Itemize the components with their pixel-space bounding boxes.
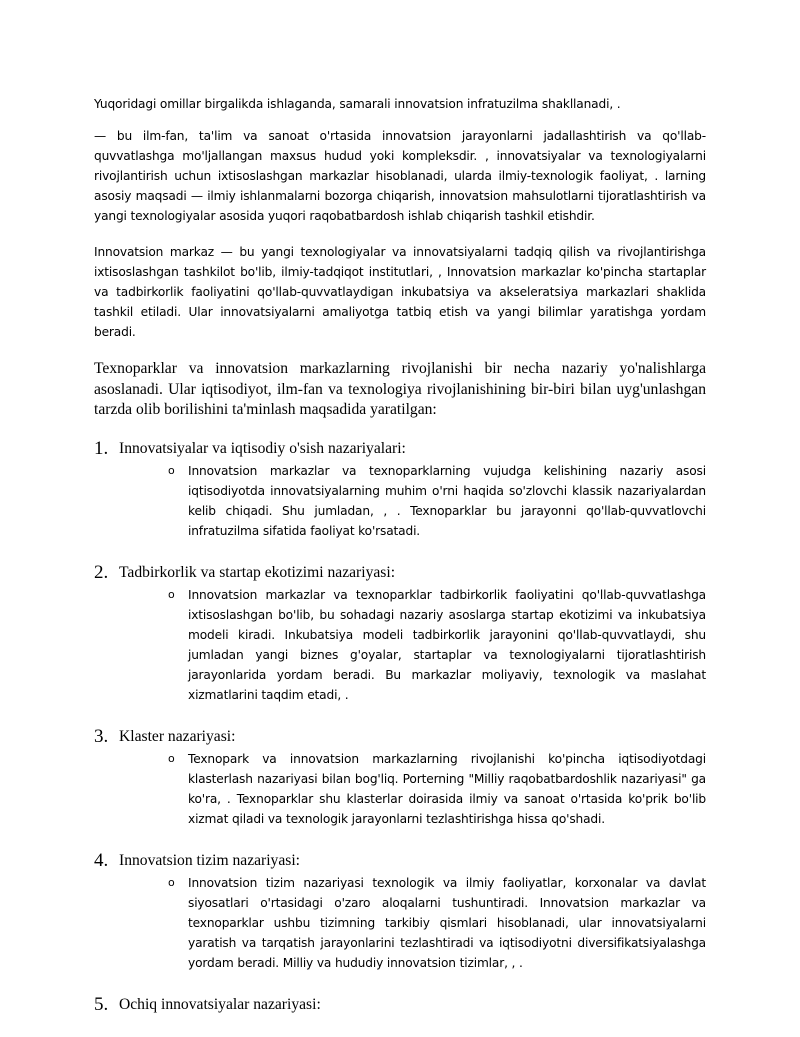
section-heading	[94, 849, 706, 873]
paragraph-technopark-definition: — bu ilm-fan, ta'lim va sanoat o'rtasida innovatsion jarayonlarni jadallashtirish va qo'llab-quvvatlashga mo'ljallangan maxsus hudud yoki kompleksdir. , innovatsiyalar va texnologiyalarni rivojlantirish uchun ixtisoslashgan markazlar hisoblanadi, ularda ilmiy-texnologik faoliyat, . larning asosiy maqsadi — ilmiy ishlanmalarni bozorga chiqarish, innovatsion mahsulotlarni tijoratlashtirish va yangi texnologiyalar asosida yuqori raqobatbardosh ishlab chiqarish tashkil etishdir.	[94, 129, 706, 223]
bullet-marker: o	[168, 587, 175, 601]
section-number: 4.	[94, 849, 109, 871]
section-title: Klaster nazariyasi:	[119, 727, 236, 745]
section-title: Innovatsiyalar va iqtisodiy o'sish nazariyalari:	[119, 439, 406, 457]
list-item	[94, 561, 706, 705]
bullet-marker: o	[168, 463, 175, 477]
section-heading	[94, 725, 706, 749]
bullet-text: Innovatsion markazlar va texnoparklarning vujudga kelishining nazariy asosi iqtisodiyotda innovatsiyalarning muhim o'rni haqida so'zlovchi klassik nazariyalardan kelib chiqadi. Shu jumladan, , . Texnoparklar bu jarayonni qo'llab-quvvatlovchi infratuzilma sifatida faoliyat ko'rsatadi.	[188, 463, 706, 538]
bullet-text: Innovatsion tizim nazariyasi texnologik va ilmiy faoliyatlar, korxonalar va davlat siyosatlari o'rtasidagi o'zaro aloqalarni tushuntiradi. Innovatsion markazlar va texnoparklar ushbu tizimning tarkibiy qismlari hisoblanadi, ular innovatsiyalarni yaratish va tarqatish jarayonlarini tezlashtiradi va iqtisodiyotni diversifikatsiyalashga yordam beradi. Milliy va hududiy innovatsion tizimlar, , .	[188, 875, 706, 970]
section-number: 5.	[94, 993, 109, 1015]
bullet-text: Texnopark va innovatsion markazlarning rivojlanishi ko'pincha iqtisodiyotdagi klasterlash nazariyasi bilan bog'liq. Porterning "Milliy raqobatbardoshlik nazariyasi" ga ko'ra, . Texnoparklar shu klasterlar doirasida ilmiy va sanoat o'rtasida ko'prik bo'lib xizmat qiladi va texnologik jarayonlarni tezlashtirishga hissa qo'shadi.	[188, 751, 706, 826]
bullet-marker: o	[168, 751, 175, 765]
list-item	[94, 849, 706, 973]
section-heading	[94, 993, 706, 1017]
bullet-marker: o	[168, 875, 175, 889]
section-heading	[94, 561, 706, 585]
section-title: Innovatsion tizim nazariyasi:	[119, 851, 301, 869]
list-item	[94, 725, 706, 829]
section-bullet	[94, 749, 706, 829]
bullet-text: Innovatsion markazlar va texnoparklar tadbirkorlik faoliyatini qo'llab-quvvatlashga ixtisoslashgan bo'lib, bu sohadagi nazariy asoslarga startap ekotizimi va inkubatsiya modeli kiradi. Inkubatsiya modeli tadbirkorlik jarayonini qo'llab-quvvatlaydi, shu jumladan yangi biznes g'oyalar, startaplar va texnologiyalarni tijoratlashtirish jarayonlarida yordam beradi. Bu markazlar moliyaviy, texnologik va maslahat xizmatlarini taqdim etadi, .	[188, 587, 706, 702]
section-number: 2.	[94, 561, 109, 583]
section-number: 3.	[94, 725, 109, 747]
list-item	[94, 437, 706, 541]
section-title: Ochiq innovatsiyalar nazariyasi:	[119, 995, 321, 1013]
section-bullet	[94, 873, 706, 973]
document-page	[94, 94, 706, 1037]
paragraph-theories-intro: Texnoparklar va innovatsion markazlarning rivojlanishi bir necha nazariy yo'nalishlarga asoslanadi. Ular iqtisodiyot, ilm-fan va texnologiya rivojlanishining bir-biri bilan uyg'unlashgan tarzda olib borilishini ta'minlash maqsadida yaratilgan:	[94, 360, 706, 418]
theories-list	[94, 437, 706, 1017]
section-heading	[94, 437, 706, 461]
list-item	[94, 993, 706, 1017]
section-bullet	[94, 585, 706, 705]
paragraph-infrastructure: Yuqoridagi omillar birgalikda ishlaganda, samarali innovatsion infratuzilma shakllanadi, .	[94, 97, 621, 111]
section-title: Tadbirkorlik va startap ekotizimi nazariyasi:	[119, 563, 396, 581]
paragraph-innovation-center: Innovatsion markaz — bu yangi texnologiyalar va innovatsiyalarni tadqiq qilish va rivojlantirishga ixtisoslashgan tashkilot bo'lib, ilmiy-tadqiqot institutlari, , Innovatsion markazlar ko'pincha startaplar va tadbirkorlik faoliyatini qo'llab-quvvatlaydigan inkubatsiya va akseleratsiya markazlari shaklida tashkil etiladi. Ular innovatsiyalarni amaliyotga tatbiq etish va yangi bilimlar yaratishga yordam beradi.	[94, 245, 706, 339]
section-bullet	[94, 461, 706, 541]
section-number: 1.	[94, 437, 109, 459]
